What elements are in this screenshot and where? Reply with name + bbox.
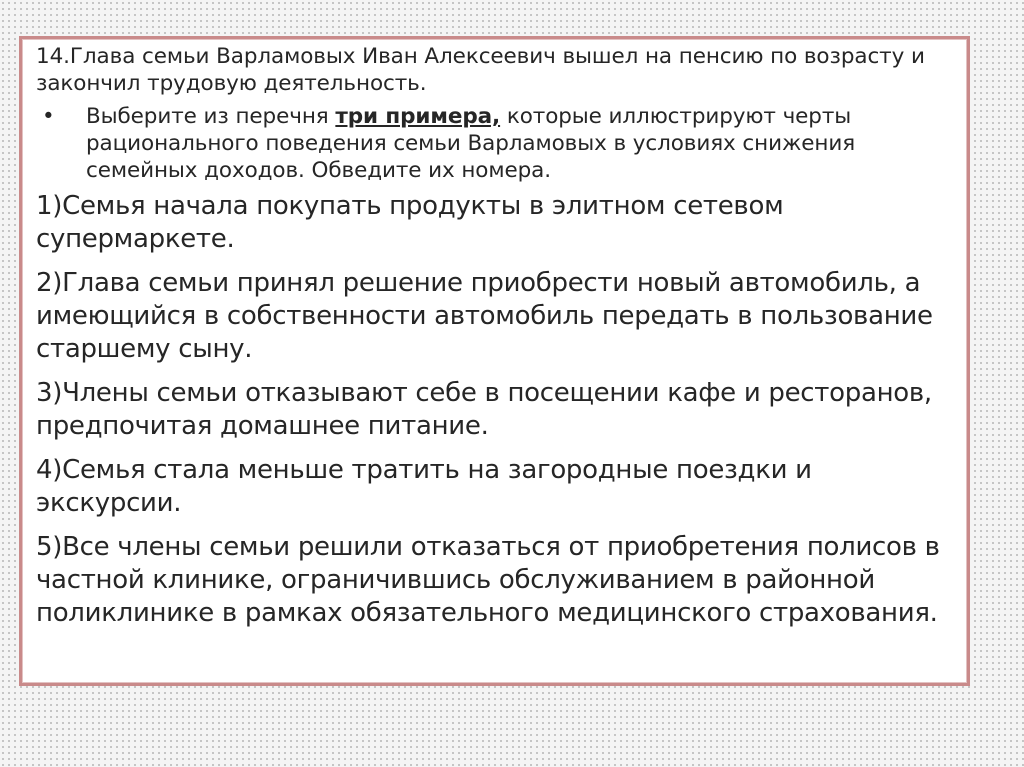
option-2: 2)Глава семьи принял решение приобрести новый автомобиль, а имеющийся в собственности автомобиль передать в пользование старшему сыну. [36, 268, 933, 364]
option-3: 3)Члены семьи отказывают себе в посещении кафе и ресторанов, предпочитая домашнее питание. [36, 378, 932, 441]
bullet-icon: • [42, 104, 55, 129]
task-instruction [36, 103, 953, 184]
task-intro: 14.Глава семьи Варламовых Иван Алексеевич вышел на пенсию по возрасту и закончил трудовую деятельность. [36, 44, 925, 96]
option-4: 4)Семья стала меньше тратить на загородные поездки и экскурсии. [36, 455, 812, 518]
slide-card [19, 36, 970, 686]
option-1: 1)Семья начала покупать продукты в элитном сетевом супермаркете. [36, 191, 784, 254]
instruction-emphasis: три примера, [335, 104, 501, 129]
instruction-after: которые иллюстрируют черты рационального поведения семьи Варламовых в условиях снижения семейных доходов. Обведите их номера. [86, 104, 856, 183]
option-5: 5)Все члены семьи решили отказаться от приобретения полисов в частной клинике, ограничившись обслуживанием в районной поликлинике в рамках обязательного медицинского страхования. [36, 532, 940, 628]
instruction-text [86, 103, 953, 184]
instruction-before: Выберите из перечня [86, 104, 336, 129]
